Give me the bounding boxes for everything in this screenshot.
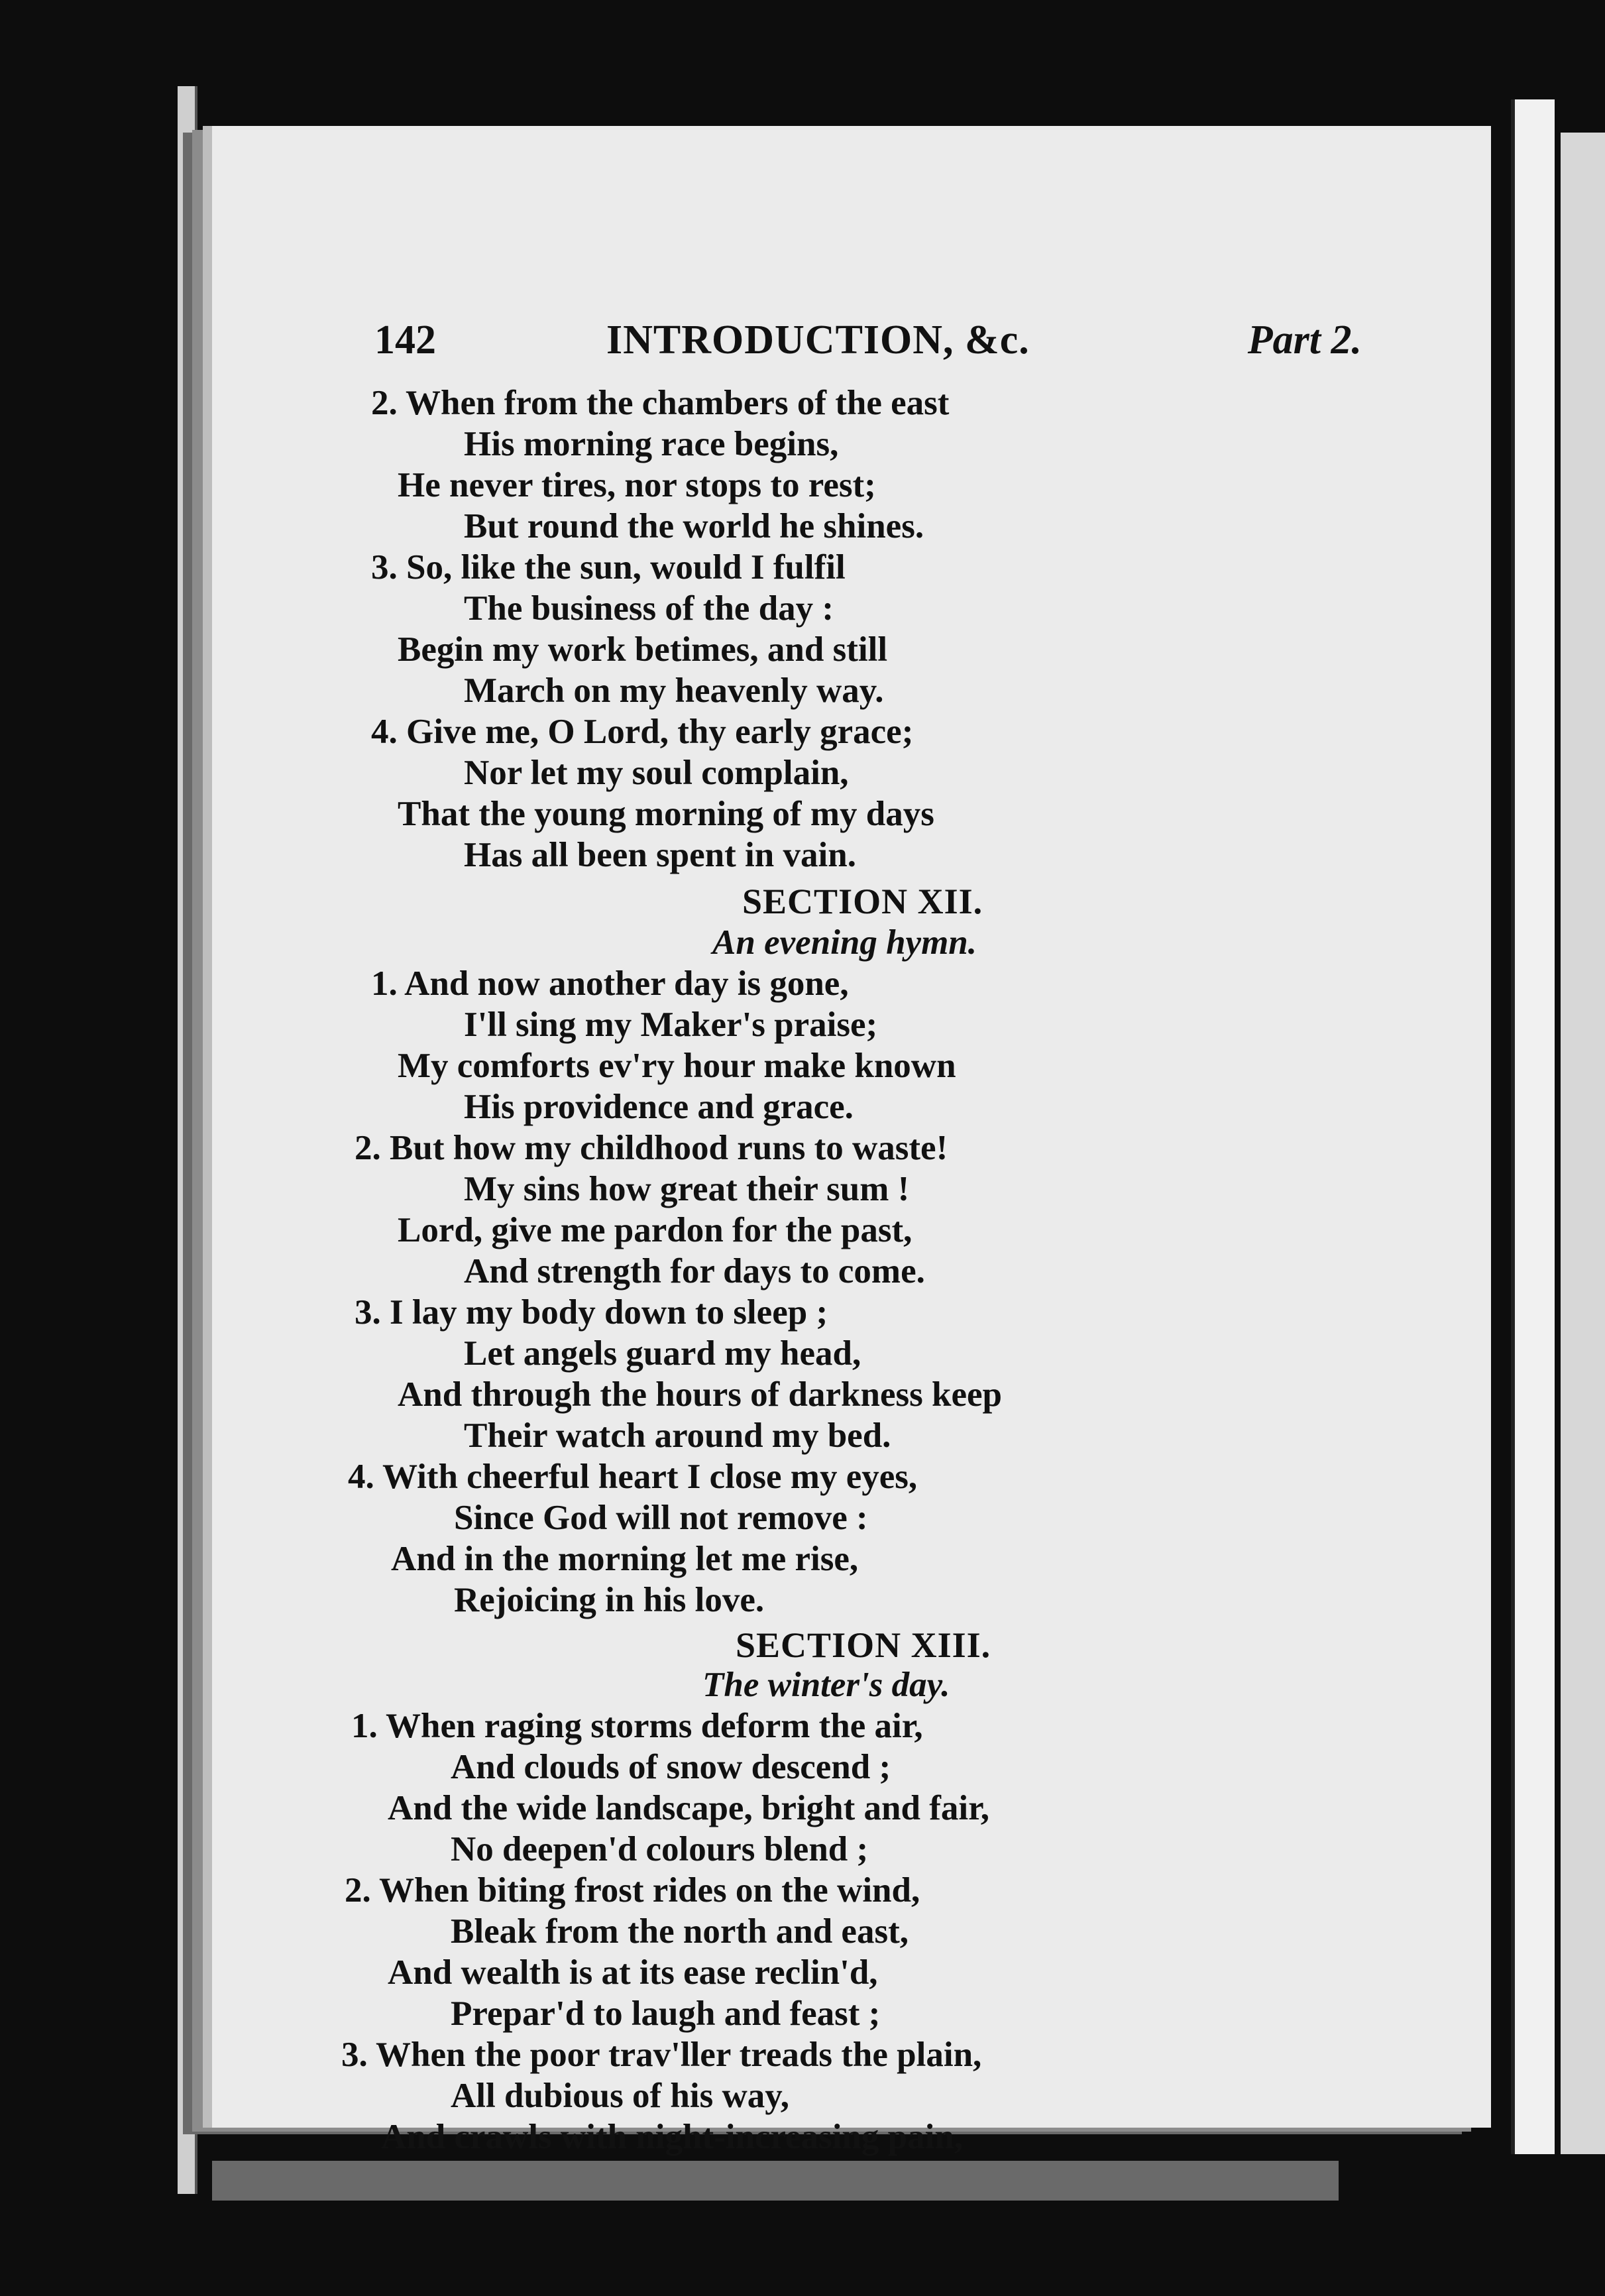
verse-line: 1. And now another day is gone, xyxy=(371,964,849,1003)
verse-line: That the young morning of my days xyxy=(398,795,934,833)
verse-line: 2. But how my childhood runs to waste! xyxy=(355,1129,948,1167)
verse-line: Prepar'd to laugh and feast ; xyxy=(451,1994,881,2033)
verse-line: My comforts ev'ry hour make known xyxy=(398,1047,956,1085)
verse-line: March on my heavenly way. xyxy=(464,671,884,710)
verse-line: And through the hours of darkness keep xyxy=(398,1375,1002,1414)
verse-line: The business of the day : xyxy=(464,589,834,628)
verse-line: I'll sing my Maker's praise; xyxy=(464,1005,878,1044)
verse-line: Lord, give me pardon for the past, xyxy=(398,1211,913,1249)
verse-line: Has all been spent in vain. xyxy=(464,836,856,874)
verse-line: But round the world he shines. xyxy=(464,507,924,545)
part-label: Part 2. xyxy=(1247,317,1362,363)
verse-line: Since God will not remove : xyxy=(454,1499,868,1537)
verse-line: 3. I lay my body down to sleep ; xyxy=(355,1293,828,1332)
verse-line: His providence and grace. xyxy=(464,1088,854,1126)
verse-line: 2. When biting frost rides on the wind, xyxy=(345,1871,920,1910)
verse-line: Nor let my soul complain, xyxy=(464,754,849,792)
torn-page-bottom xyxy=(212,2161,1339,2201)
verse-line: 3. When the poor trav'ller treads the plain, xyxy=(341,2036,982,2074)
page-number: 142 xyxy=(374,317,436,363)
section-heading: SECTION XIII. xyxy=(736,1625,991,1665)
verse-line: Let angels guard my head, xyxy=(464,1334,861,1373)
section-subtitle: An evening hymn. xyxy=(712,923,977,962)
verse-line: His morning race begins, xyxy=(464,425,839,463)
verse-line: Begin my work betimes, and still xyxy=(398,630,888,669)
verse-line: And clouds of snow descend ; xyxy=(451,1748,891,1786)
verse-line: No deepen'd colours blend ; xyxy=(451,1830,869,1868)
section-subtitle: The winter's day. xyxy=(702,1666,950,1704)
verse-line: 4. With cheerful heart I close my eyes, xyxy=(348,1458,918,1496)
verse-line: 2. When from the chambers of the east xyxy=(371,384,950,422)
verse-line: And wealth is at its ease reclin'd, xyxy=(388,1953,878,1992)
verse-line: And in the morning let me rise, xyxy=(391,1540,859,1578)
verse-line: 4. Give me, O Lord, thy early grace; xyxy=(371,713,914,751)
verse-line: And the wide landscape, bright and fair, xyxy=(388,1789,990,1827)
verse-line: And strength for days to come. xyxy=(464,1252,925,1291)
verse-line: Bleak from the north and east, xyxy=(451,1912,909,1951)
verse-line: My sins how great their sum ! xyxy=(464,1170,910,1208)
verse-line: All dubious of his way, xyxy=(451,2077,790,2115)
verse-line: Rejoicing in his love. xyxy=(454,1581,765,1619)
verse-line: And crawls with night-increasing pain, xyxy=(381,2118,964,2156)
verse-line: 1. When raging storms deform the air, xyxy=(351,1707,923,1745)
verse-line: 3. So, like the sun, would I fulfil xyxy=(371,548,846,587)
running-title: INTRODUCTION, &c. xyxy=(606,317,1030,363)
verse-line: He never tires, nor stops to rest; xyxy=(398,466,876,504)
section-heading: SECTION XII. xyxy=(742,882,983,921)
verse-line: Their watch around my bed. xyxy=(464,1416,891,1455)
